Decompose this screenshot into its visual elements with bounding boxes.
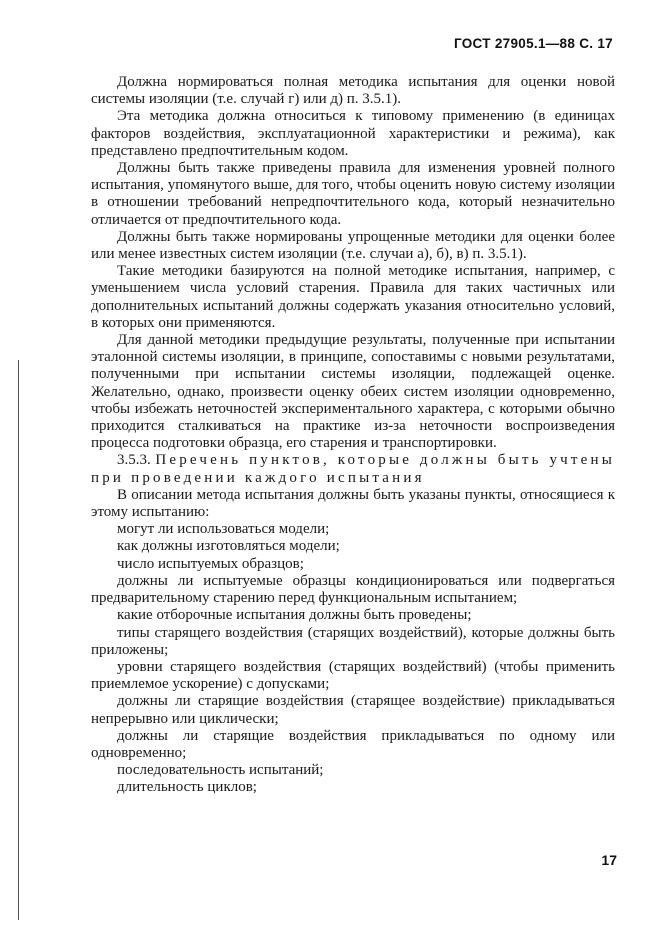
list-item: могут ли использоваться модели; bbox=[117, 521, 330, 538]
list-intro: В описании метода испытания должны быть указаны пункты, относящиеся к этому испытанию: bbox=[91, 486, 615, 521]
paragraph: Эта методика должна относиться к типовому применению (в единицах факторов воздействия, эксплуатационной характеристики и режима), как представлено предпочтительным кодом. bbox=[91, 108, 615, 159]
body-text bbox=[91, 74, 615, 797]
list-item: должны ли испытуемые образцы кондиционироваться или подвергаться предварительному старению перед функциональным испытанием; bbox=[91, 572, 615, 607]
section-heading bbox=[91, 452, 615, 486]
paragraph: Должны быть также нормированы упрощенные методики для оценки более или менее известных систем изоляции (т.е. случаи а), б), в) п. 3.5.1). bbox=[91, 228, 615, 263]
list-item: должны ли старящие воздействия (старящее воздействие) прикладываться непрерывно или циклически; bbox=[91, 693, 615, 727]
list-item: число испытуемых образцов; bbox=[117, 555, 304, 572]
list-item: должны ли старящие воздействия прикладываться по одному или одновременно; bbox=[91, 727, 615, 761]
section-number: 3.5.3. bbox=[117, 452, 151, 469]
paragraph: Должны быть также приведены правила для изменения уровней полного испытания, упомянутого выше, для того, чтобы оценить новую систему изоляции в отношении требований непредпочтительного кода, который незначительно отличается от предпочтительного кода. bbox=[91, 160, 615, 228]
list-item: какие отборочные испытания должны быть проведены; bbox=[117, 607, 472, 624]
paragraph: Такие методики базируются на полной методике испытания, например, с уменьшением числа условий старения. Правила для таких частичных или дополнительных испытаний должны содержать указания относительно условий, в которых они применяются. bbox=[91, 263, 615, 331]
list-item: типы старящего воздействия (старящих воздействий), которые должны быть приложены; bbox=[91, 624, 615, 658]
paragraph: Должна нормироваться полная методика испытания для оценки новой системы изоляции (т.е. случай г) или д) п. 3.5.1). bbox=[91, 74, 615, 108]
list-item: последовательность испытаний; bbox=[117, 762, 324, 779]
section-title: Перечень пунктов, которые должны быть учтены при проведении каждого испытания bbox=[91, 452, 616, 486]
binding-line bbox=[18, 360, 19, 920]
page-number: 17 bbox=[601, 852, 617, 868]
list-item: уровни старящего воздействия (старящих воздействий) (чтобы применить приемлемое ускорение) с допусками; bbox=[91, 658, 615, 693]
list-item: как должны изготовляться модели; bbox=[117, 538, 340, 555]
paragraph: Для данной методики предыдущие результаты, полученные при испытании эталонной системы изоляции, в принципе, сопоставимы с новыми результатами, полученными при испытании системы изоляции, подлежащей оценке. Желательно, однако, произвести оценку обеих систем изоляции одновременно, чтобы избежать неточностей экспериментального характера, с которыми обычно приходится сталкиваться на практике из-за неточности воспроизведения процесса подготовки образца, его старения и транспортировки. bbox=[91, 332, 615, 452]
page-header: ГОСТ 27905.1—88 С. 17 bbox=[453, 36, 613, 51]
list-item: длительность циклов; bbox=[117, 779, 257, 796]
